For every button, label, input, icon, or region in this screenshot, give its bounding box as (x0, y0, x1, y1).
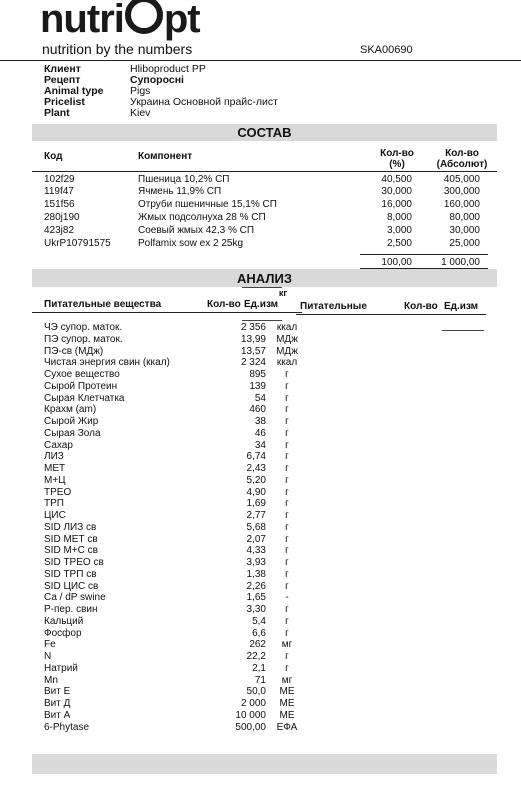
tagline: nutrition by the numbers (42, 41, 193, 57)
row-qty: 2,500 (386, 238, 412, 249)
nutrient-qty: 2 000 (240, 698, 266, 709)
column-header-qty: Кол-во (380, 148, 414, 159)
nutrient-qty: 2,1 (252, 662, 266, 674)
nutrient-name: Фосфор (44, 627, 82, 639)
nutrient-unit: г (285, 521, 289, 533)
nutrient-unit: МЕ (279, 686, 295, 698)
nutrient-unit: МДж (276, 333, 298, 345)
nutrient-qty: 2,43 (246, 463, 266, 474)
info-key: Клиент (44, 63, 81, 75)
nutrient-unit: МЕ (279, 698, 295, 709)
nutrient-row (0, 463, 521, 475)
nutrient-qty: 5,68 (246, 521, 266, 533)
row-code: 280j190 (44, 212, 80, 223)
nutrient-row (0, 322, 521, 334)
nutrient-name: 6-Phytase (44, 721, 90, 733)
row-component: Пшеница 10,2% СП (138, 174, 230, 185)
nutrient-unit: г (285, 545, 289, 557)
nutrient-name: Mn (44, 674, 58, 686)
column-header-qty-unit: (%) (389, 159, 405, 170)
nutrient-qty: 895 (249, 369, 266, 380)
nutrient-qty: 3,30 (246, 604, 266, 615)
nutrient-row (0, 698, 521, 710)
row-qty: 40,500 (381, 174, 412, 185)
nutrient-row (0, 357, 521, 369)
composition-header-band (32, 124, 497, 141)
nutrient-name: SID М+С св (44, 545, 98, 557)
row-code: UkrP10791575 (44, 238, 111, 249)
nutriopt-logo: nutri pt (40, 0, 200, 41)
nutrient-name: Вит А (44, 709, 71, 721)
row-abs: 25,000 (449, 238, 480, 249)
nutrient-unit: г (285, 662, 289, 674)
info-key: Animal type (44, 85, 104, 97)
nutrient-name: SID ЦИС св (44, 580, 99, 592)
nutrient-unit: г (285, 427, 289, 439)
nutrient-unit: г (285, 369, 289, 380)
nutrient-row (0, 628, 521, 640)
column-header-nutrient-unit-2: Ед.изм (444, 301, 479, 312)
info-value: Kiev (130, 107, 151, 119)
nutrient-unit: г (285, 451, 289, 463)
row-abs: 405,000 (443, 174, 480, 185)
nutrient-name: Натрий (44, 662, 78, 674)
nutrient-qty: 2,77 (246, 510, 266, 521)
nutrient-qty: 2,07 (246, 533, 266, 545)
nutrient-row (0, 534, 521, 546)
nutrient-name: SID ТРП св (44, 568, 97, 580)
nutrient-name: Кальций (44, 615, 84, 627)
composition-title: СОСТАВ (237, 125, 292, 140)
nutrient-row (0, 334, 521, 346)
nutrient-qty: 6,74 (246, 451, 266, 463)
nutrient-unit: г (285, 557, 289, 568)
nutrient-unit: МДж (276, 345, 298, 357)
nutrient-name: Чистая энергия свин (ккал) (44, 357, 170, 369)
nutrient-row (0, 569, 521, 581)
nutrient-name: Сырая Зола (44, 427, 101, 439)
nutrient-qty: 2 356 (240, 322, 266, 333)
nutrient-qty: 13,57 (240, 345, 266, 357)
nutrient-qty: 4,33 (246, 545, 266, 557)
nutrient-row (0, 510, 521, 522)
nutrient-unit: г (285, 439, 289, 451)
nutrient-unit: г (285, 615, 289, 627)
analysis-kg-rule (242, 287, 282, 288)
row-code: 151f56 (44, 199, 75, 210)
nutrient-name: МЕТ (44, 463, 66, 474)
nutrient-row (0, 557, 521, 569)
nutrient-qty: 38 (254, 416, 266, 427)
nutrient-row (0, 346, 521, 358)
nutrient-name: ЦИС (44, 510, 66, 521)
row-abs: 300,000 (443, 186, 480, 197)
row-component: Отруби пшеничные 15,1% СП (138, 199, 277, 210)
row-qty: 8,000 (386, 212, 412, 223)
nutrient-qty: 2,26 (246, 580, 266, 592)
nutrient-row (0, 651, 521, 663)
nutrient-qty: 460 (249, 404, 266, 416)
nutrient-qty: 1,38 (246, 568, 266, 580)
nutrient-row (0, 428, 521, 440)
row-qty: 3,000 (386, 225, 412, 236)
composition-header-rule (32, 171, 497, 172)
analysis-title: АНАЛИЗ (237, 271, 292, 286)
column-header-abs-unit: (Абсолют) (436, 159, 488, 170)
nutrient-qty: 2 324 (240, 357, 266, 369)
row-qty: 16,000 (381, 199, 412, 210)
nutrient-unit: мг (281, 674, 293, 686)
nutrient-row (0, 475, 521, 487)
nutrient-name: Сырая Клетчатка (44, 392, 125, 404)
nutrient-qty: 500,00 (235, 721, 266, 733)
nutrient-name: Вит Е (44, 686, 71, 698)
nutrient-row (0, 440, 521, 452)
nutrient-qty: 139 (249, 380, 266, 392)
nutrient-name: Са / dP swine (44, 592, 106, 604)
nutrient-unit: г (285, 404, 289, 416)
info-value: Pigs (130, 85, 151, 97)
analysis-unit-rule (242, 320, 282, 321)
nutrient-name: Сырой Жир (44, 416, 99, 427)
column-header-component: Компонент (138, 151, 193, 162)
nutrient-row (0, 404, 521, 416)
composition-total-abs: 1 000,00 (441, 257, 480, 268)
nutrient-qty: 50,0 (246, 686, 266, 698)
row-component: Ячмень 11,9% СП (138, 186, 222, 197)
nutrient-row (0, 616, 521, 628)
analysis-kg-label: кг (278, 288, 288, 298)
nutrient-unit: мг (281, 639, 293, 651)
nutrient-unit: г (285, 486, 289, 498)
nutrient-qty: 1,69 (246, 498, 266, 510)
nutrient-unit: ккал (276, 357, 298, 369)
nutrient-name: SID ЛИЗ св (44, 521, 97, 533)
info-key: Plant (44, 107, 70, 119)
nutrient-unit: г (285, 392, 289, 404)
nutrient-row (0, 639, 521, 651)
nutrient-row (0, 663, 521, 675)
analysis-right-header-rule (296, 314, 486, 315)
nutrient-unit: ккал (276, 322, 298, 333)
nutrient-qty: 22,2 (246, 651, 266, 662)
nutrient-unit: г (285, 498, 289, 510)
nutrient-name: SID ТРЕО св (44, 557, 104, 568)
nutrient-qty: 46 (254, 427, 266, 439)
nutrient-unit: - (285, 592, 289, 604)
row-abs: 30,000 (449, 225, 480, 236)
nutrient-name: ЧЭ супор. маток. (44, 322, 123, 333)
nutrient-name: М+Ц (44, 474, 66, 486)
nutrient-name: Сахар (44, 439, 73, 451)
nutrient-name: Сухое вещество (44, 369, 120, 380)
nutrient-unit: МЕ (279, 709, 295, 721)
nutrient-name: Крахм (am) (44, 404, 97, 416)
row-component: Жмых подсолнуха 28 % СП (138, 212, 266, 223)
column-header-nutrient-2: Питательные (300, 301, 367, 312)
info-key: Pricelist (44, 96, 85, 108)
row-component: Polfamix sow ex 2 25kg (138, 238, 244, 249)
row-abs: 160,000 (443, 199, 480, 210)
nutrient-row (0, 498, 521, 510)
nutrient-row (0, 416, 521, 428)
nutrient-unit: г (285, 568, 289, 580)
nutrient-name: SID МЕТ св (44, 533, 98, 545)
document-number: SKA00690 (360, 44, 413, 56)
column-header-abs: Кол-во (445, 148, 479, 159)
info-value: Супоросні (130, 74, 184, 86)
column-header-nutrient: Питательные вещества (44, 299, 162, 310)
nutrient-name: Сырой Протеин (44, 380, 118, 392)
row-code: 102f29 (44, 174, 75, 185)
nutrient-unit: г (285, 580, 289, 592)
nutrient-row (0, 581, 521, 593)
nutrient-qty: 6,6 (252, 627, 266, 639)
nutrient-row (0, 675, 521, 687)
info-value: Hliboproduct PP (130, 63, 206, 75)
composition-total-rule (360, 254, 488, 255)
analysis-left-header-rule (32, 312, 302, 313)
logo-o-icon (125, 0, 163, 34)
nutrient-row (0, 686, 521, 698)
row-code: 423j82 (44, 225, 75, 236)
nutrient-row (0, 722, 521, 734)
info-top-rule (0, 60, 521, 61)
nutrient-row (0, 369, 521, 381)
row-qty: 30,000 (381, 186, 412, 197)
footer-band (32, 754, 497, 774)
nutrient-qty: 34 (254, 439, 266, 451)
nutrient-qty: 3,93 (246, 557, 266, 568)
nutrient-name: Вит Д (44, 698, 71, 709)
nutrient-name: Fe (44, 639, 56, 651)
nutrient-qty: 5,4 (252, 615, 266, 627)
column-header-nutrient-unit: Ед.изм (244, 299, 279, 310)
nutrient-name: ЛИЗ (44, 451, 64, 463)
nutrient-row (0, 451, 521, 463)
nutrient-unit: г (285, 380, 289, 392)
nutrient-qty: 5,20 (246, 474, 266, 486)
nutrient-qty: 262 (249, 639, 266, 651)
nutrient-row (0, 592, 521, 604)
info-value: Украина Основной прайс-лист (130, 96, 278, 108)
nutrient-unit: г (285, 416, 289, 427)
nutrient-name: N (44, 651, 52, 662)
nutrient-qty: 71 (254, 674, 266, 686)
nutrient-unit: г (285, 510, 289, 521)
nutrient-unit: г (285, 627, 289, 639)
nutrient-name: Р-пер. свин (44, 604, 98, 615)
nutrient-unit: г (285, 604, 289, 615)
nutrient-name: ПЭ супор. маток. (44, 333, 123, 345)
nutrient-name: ТРЕО (44, 486, 72, 498)
row-abs: 80,000 (449, 212, 480, 223)
nutrient-qty: 13,99 (240, 333, 266, 345)
nutrient-row (0, 487, 521, 499)
nutrient-row (0, 381, 521, 393)
row-component: Соевый жмых 42,3 % СП (138, 225, 255, 236)
nutrient-row (0, 710, 521, 722)
analysis-header-band (32, 269, 497, 287)
nutrient-name: ТРП (44, 498, 64, 510)
composition-total-qty: 100,00 (381, 257, 412, 268)
info-key: Рецепт (44, 74, 81, 86)
column-header-code: Код (44, 151, 63, 162)
nutrient-qty: 1,65 (246, 592, 266, 604)
nutrient-qty: 4,90 (246, 486, 266, 498)
nutrient-row (0, 545, 521, 557)
nutrient-unit: ЕФА (276, 721, 298, 733)
nutrient-row (0, 604, 521, 616)
column-header-nutrient-qty-2: Кол-во (404, 301, 438, 312)
nutrient-unit: г (285, 533, 289, 545)
nutrient-row (0, 393, 521, 405)
nutrient-row (0, 522, 521, 534)
nutrient-unit: г (285, 474, 289, 486)
column-header-nutrient-qty: Кол-во (207, 299, 241, 310)
row-code: 119f47 (44, 186, 74, 197)
nutrient-name: ПЭ-св (МДж) (44, 345, 104, 357)
nutrient-unit: г (285, 463, 289, 474)
nutrient-qty: 10 000 (235, 709, 266, 721)
nutrient-unit: г (285, 651, 289, 662)
nutrient-qty: 54 (254, 392, 266, 404)
